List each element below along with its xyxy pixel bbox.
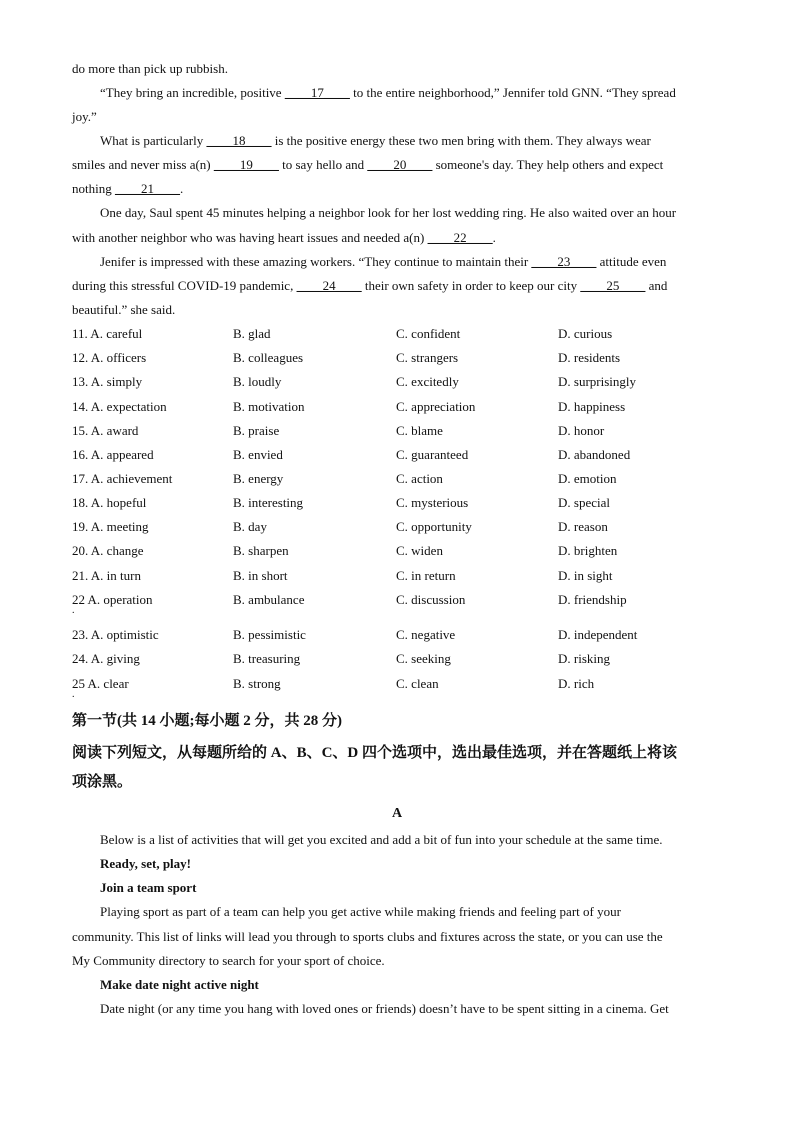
option-d: D. residents [558,350,621,365]
option-a: 13. A. simply [72,374,143,389]
option-c: C. guaranteed [396,447,469,462]
passage-line [100,132,750,150]
blank-18: ____18____ [206,133,272,148]
passage-text: smiles and never miss a(n) [72,157,214,172]
option-a: 11. A. careful [72,326,143,341]
passage-text: to the entire neighborhood,” Jennifer told GNN. “They spread [349,85,676,100]
option-a: 12. A. officers [72,350,147,365]
option-a: 24. A. giving [72,651,140,666]
option-d: D. special [558,495,610,510]
passage-line [72,277,722,295]
option-d: D. reason [558,519,608,534]
passage-text: . [492,230,496,245]
reading-line [72,952,722,970]
option-c: C. seeking [396,651,451,666]
option-b: B. envied [233,447,283,462]
passage-text: during this stressful COVID-19 pandemic, [72,278,297,293]
stray-dot: . [72,689,75,700]
passage-text: Jenifer is impressed with these amazing workers. “They continue to maintain their [100,254,532,269]
passage-line [72,108,722,126]
reading-line [72,928,722,946]
passage-text: their own safety in order to keep our city [361,278,581,293]
blank-24: ____24____ [296,278,362,293]
passage-line [72,229,722,247]
section-title: 第一节(共 14 小题;每小题 2 分，共 28 分) [72,713,342,729]
blank-22: ____22____ [427,230,493,245]
reading-heading: Make date night active night [100,977,259,992]
option-c: C. mysterious [396,495,469,510]
passage-text: attitude even [596,254,667,269]
reading-heading: Ready, set, play! [100,856,191,871]
option-b: B. glad [233,326,271,341]
passage-line [72,180,722,198]
blank-19: ____19____ [213,157,279,172]
option-a: 25 A. clear [72,676,129,691]
option-c: C. action [396,471,443,486]
option-c: C. blame [396,423,443,438]
option-b: B. interesting [233,495,304,510]
reading-text: Date night (or any time you hang with loved ones or friends) doesn’t have to be spent sitting in a cinema. Get [100,1001,669,1016]
passage-line [100,84,750,102]
stray-dot: . [72,605,75,616]
option-c: C. discussion [396,592,466,607]
option-d: D. independent [558,627,638,642]
option-b: B. motivation [233,399,305,414]
option-b: B. praise [233,423,280,438]
option-d: D. in sight [558,568,613,583]
passage-text: and [645,278,668,293]
passage-text: beautiful.” she said. [72,302,176,317]
option-c: C. widen [396,543,443,558]
passage-line [100,253,750,271]
option-c: C. strangers [396,350,459,365]
option-d: D. friendship [558,592,627,607]
passage-text: joy.” [72,109,97,124]
option-b: B. in short [233,568,288,583]
passage-text: someone's day. They help others and expect [432,157,664,172]
option-a: 18. A. hopeful [72,495,147,510]
reading-line [100,1000,750,1018]
blank-21: ____21____ [114,181,180,196]
passage-line [100,204,750,222]
blank-20: ____20____ [367,157,433,172]
passage-text: with another neighbor who was having heart issues and needed a(n) [72,230,428,245]
passage-text: to say hello and [278,157,368,172]
option-b: B. colleagues [233,350,304,365]
option-b: B. day [233,519,267,534]
option-a: 23. A. optimistic [72,627,159,642]
reading-text: My Community directory to search for your sport of choice. [72,953,385,968]
reading-line [100,831,750,849]
blank-23: ____23____ [531,254,597,269]
section-instruction: 阅读下列短文，从每题所给的 A、B、C、D 四个选项中，选出最佳选项，并在答题纸上将该 [72,745,678,761]
option-b: B. loudly [233,374,282,389]
passage-line [72,60,722,78]
passage-line [72,301,722,319]
option-a: 20. A. change [72,543,144,558]
option-a: 22 A. operation [72,592,153,607]
option-b: B. ambulance [233,592,305,607]
option-b: B. strong [233,676,281,691]
option-d: D. risking [558,651,610,666]
option-d: D. brighten [558,543,618,558]
option-c: C. confident [396,326,461,341]
option-c: C. opportunity [396,519,472,534]
option-c: C. appreciation [396,399,476,414]
option-d: D. honor [558,423,605,438]
blank-25: ____25____ [580,278,646,293]
option-a: 15. A. award [72,423,139,438]
passage-text: “They bring an incredible, positive [100,85,285,100]
option-d: D. abandoned [558,447,631,462]
option-d: D. rich [558,676,595,691]
passage-line [72,156,722,174]
reading-heading: Join a team sport [100,880,197,895]
option-b: B. energy [233,471,284,486]
reading-text: community. This list of links will lead you through to sports clubs and fixtures across the state, or you can use the [72,929,663,944]
option-b: B. sharpen [233,543,289,558]
option-c: C. excitedly [396,374,459,389]
option-a: 14. A. expectation [72,399,167,414]
reading-text: Below is a list of activities that will get you excited and add a bit of fun into your schedule at the same time. [100,832,663,847]
option-a: 19. A. meeting [72,519,149,534]
option-a: 17. A. achievement [72,471,173,486]
blank-17: ____17____ [284,85,350,100]
option-d: D. happiness [558,399,626,414]
option-b: B. treasuring [233,651,301,666]
option-c: C. clean [396,676,439,691]
option-a: 16. A. appeared [72,447,154,462]
option-b: B. pessimistic [233,627,306,642]
passage-text: is the positive energy these two men bring with them. They always wear [271,133,651,148]
reading-text: Playing sport as part of a team can help you get active while making friends and feeling part of your [100,904,621,919]
option-c: C. negative [396,627,456,642]
option-d: D. emotion [558,471,617,486]
option-c: C. in return [396,568,456,583]
passage-text: . [179,181,184,196]
option-d: D. curious [558,326,613,341]
option-d: D. surprisingly [558,374,636,389]
passage-text: nothing [72,181,115,196]
passage-letter: A [391,806,403,821]
reading-line [100,903,750,921]
option-a: 21. A. in turn [72,568,141,583]
passage-text: What is particularly [100,133,207,148]
section-instruction: 项涂黑。 [72,774,133,790]
passage-text: do more than pick up rubbish. [72,61,228,76]
passage-text: One day, Saul spent 45 minutes helping a neighbor look for her lost wedding ring. He also waited over an hour [100,205,677,220]
